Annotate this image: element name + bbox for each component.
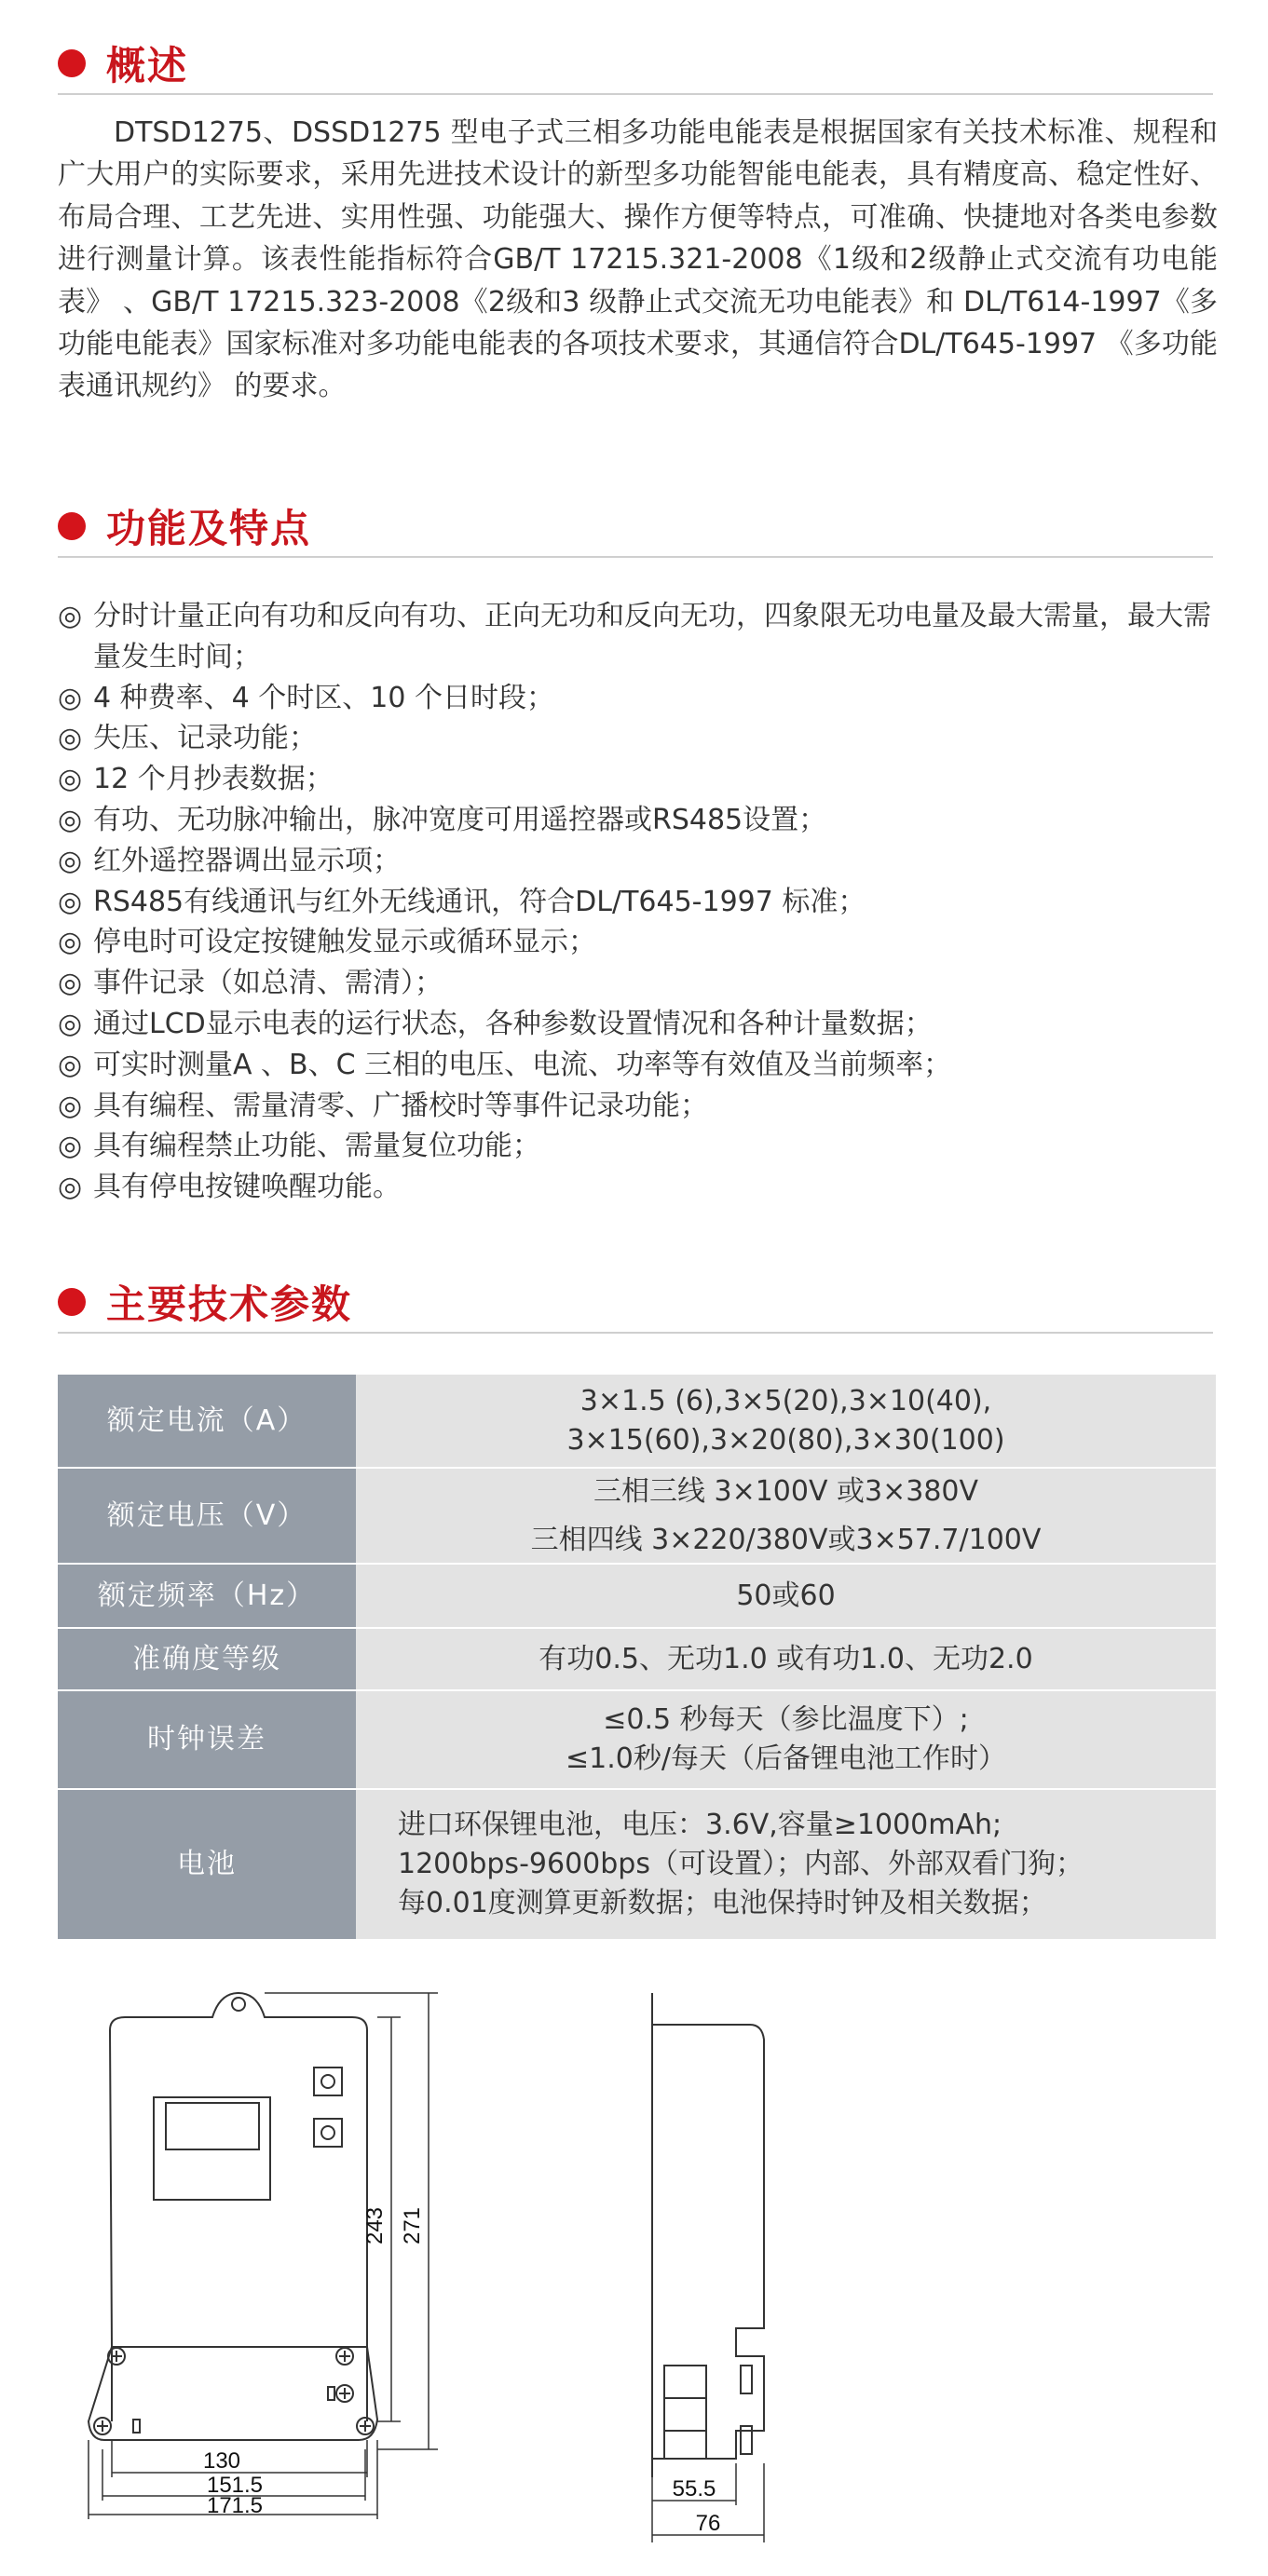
circle-bullet-icon: ◎ bbox=[58, 803, 83, 836]
circle-bullet-icon: ◎ bbox=[58, 967, 83, 1000]
overview-paragraph: DTSD1275、DSSD1275 型电子式三相多功能电能表是根据国家有关技术标准、规程和广大用户的实际要求，采用先进技术设计的新型多功能智能电能表，具有精度高、稳定性好、布局合理、工艺先进、实用性强、功能强大、操作方便等特点，可准确、快捷地对各类电参数进行测量计算。该表性能指标符合GB/T 17215.321-2008《1级和2级静止式交流有功电能表》 、GB/T 17215.323-2008《2级和3 级静止式交流无功电能表》和 DL/T614-1997《多功能电能表》国家标准对多功能电能表的各项技术要求，其通信符合DL/T645-1997 《多功能表通讯规约》 的要求。 bbox=[58, 116, 1218, 403]
list-item: ◎ 事件记录（如总清、需清）； bbox=[58, 963, 1218, 1004]
section-title-overview: 概述 bbox=[58, 35, 188, 91]
param-value: ≤0.5 秒每天（参比温度下）; ≤1.0秒/每天（后备锂电池工作时） bbox=[356, 1690, 1216, 1789]
bullet-dot-icon bbox=[58, 512, 86, 540]
meter-side-view bbox=[652, 1993, 764, 2477]
table-row bbox=[58, 1628, 1216, 1690]
table-row bbox=[58, 1564, 1216, 1628]
section-title-features: 功能及特点 bbox=[58, 498, 311, 554]
bullet-dot-icon bbox=[58, 49, 86, 77]
param-label: 额定电流（A） bbox=[58, 1375, 356, 1468]
param-label: 电池 bbox=[58, 1789, 356, 1940]
circle-bullet-icon: ◎ bbox=[58, 722, 83, 755]
list-item: ◎ 红外遥控器调出显示项； bbox=[58, 841, 1218, 882]
dim-label-151-5: 151.5 bbox=[206, 2473, 264, 2498]
table-row bbox=[58, 1690, 1216, 1789]
param-value: 50或60 bbox=[356, 1564, 1216, 1628]
bullet-dot-icon bbox=[58, 1288, 86, 1316]
table-row bbox=[58, 1468, 1216, 1564]
param-value: 三相三线 3×100V 或3×380V 三相四线 3×220/380V或3×57.7/100V bbox=[356, 1468, 1216, 1564]
dim-label-55-5: 55.5 bbox=[672, 2476, 716, 2501]
list-item: ◎ 失压、记录功能； bbox=[58, 718, 1218, 759]
list-item: ◎ 4 种费率、4 个时区、10 个日时段； bbox=[58, 678, 1218, 719]
dimension-drawing bbox=[0, 1956, 1268, 2576]
specs-table bbox=[58, 1375, 1216, 1941]
list-item: ◎ 具有编程、需量清零、广播校时等事件记录功能； bbox=[58, 1086, 1218, 1127]
circle-bullet-icon: ◎ bbox=[58, 885, 83, 918]
circle-bullet-icon: ◎ bbox=[58, 1130, 83, 1163]
meter-front-view bbox=[89, 1993, 377, 2440]
param-label: 额定频率（Hz） bbox=[58, 1564, 356, 1628]
param-label: 准确度等级 bbox=[58, 1628, 356, 1690]
feature-list bbox=[58, 596, 1218, 1208]
circle-bullet-icon: ◎ bbox=[58, 1007, 83, 1040]
param-value: 3×1.5 (6),3×5(20),3×10(40), 3×15(60),3×20(80),3×30(100) bbox=[356, 1375, 1216, 1468]
list-item: ◎ 具有停电按键唤醒功能。 bbox=[58, 1167, 1218, 1208]
divider bbox=[58, 556, 1213, 558]
divider bbox=[58, 93, 1213, 95]
list-item: ◎ 12 个月抄表数据； bbox=[58, 759, 1218, 800]
list-item: ◎ 通过LCD显示电表的运行状态，各种参数设置情况和各种计量数据； bbox=[58, 1004, 1218, 1045]
list-item: ◎ 有功、无功脉冲输出，脉冲宽度可用遥控器或RS485设置； bbox=[58, 800, 1218, 841]
dim-label-271: 271 bbox=[400, 2206, 425, 2245]
list-item: ◎ RS485有线通讯与红外无线通讯，符合DL/T645-1997 标准； bbox=[58, 882, 1218, 923]
circle-bullet-icon: ◎ bbox=[58, 1171, 83, 1204]
dim-label-171-5: 171.5 bbox=[206, 2493, 264, 2518]
circle-bullet-icon: ◎ bbox=[58, 1048, 83, 1081]
list-item: ◎ 可实时测量A 、B、C 三相的电压、电流、功率等有效值及当前频率； bbox=[58, 1045, 1218, 1086]
dim-label-243: 243 bbox=[362, 2206, 388, 2245]
dim-label-130: 130 bbox=[202, 2448, 241, 2474]
circle-bullet-icon: ◎ bbox=[58, 600, 83, 632]
list-item: ◎ 具有编程禁止功能、需量复位功能； bbox=[58, 1126, 1218, 1167]
section-title-params: 主要技术参数 bbox=[58, 1274, 352, 1330]
param-value: 有功0.5、无功1.0 或有功1.0、无功2.0 bbox=[356, 1628, 1216, 1690]
table-row bbox=[58, 1375, 1216, 1468]
dim-label-76: 76 bbox=[695, 2511, 721, 2536]
circle-bullet-icon: ◎ bbox=[58, 681, 83, 714]
param-label: 额定电压（V） bbox=[58, 1468, 356, 1564]
list-item: ◎ 分时计量正向有功和反向有功、正向无功和反向无功，四象限无功电量及最大需量，最大需量发生时间； bbox=[58, 596, 1218, 678]
divider bbox=[58, 1332, 1213, 1334]
circle-bullet-icon: ◎ bbox=[58, 926, 83, 959]
circle-bullet-icon: ◎ bbox=[58, 1089, 83, 1122]
param-label: 时钟误差 bbox=[58, 1690, 356, 1789]
param-value: 进口环保锂电池，电压：3.6V,容量≥1000mAh; 1200bps-9600bps（可设置）；内部、外部双看门狗； 每0.01度测算更新数据；电池保持时钟及相关数据； bbox=[356, 1789, 1216, 1940]
circle-bullet-icon: ◎ bbox=[58, 844, 83, 877]
circle-bullet-icon: ◎ bbox=[58, 763, 83, 796]
table-row bbox=[58, 1789, 1216, 1940]
list-item: ◎ 停电时可设定按键触发显示或循环显示； bbox=[58, 922, 1218, 963]
